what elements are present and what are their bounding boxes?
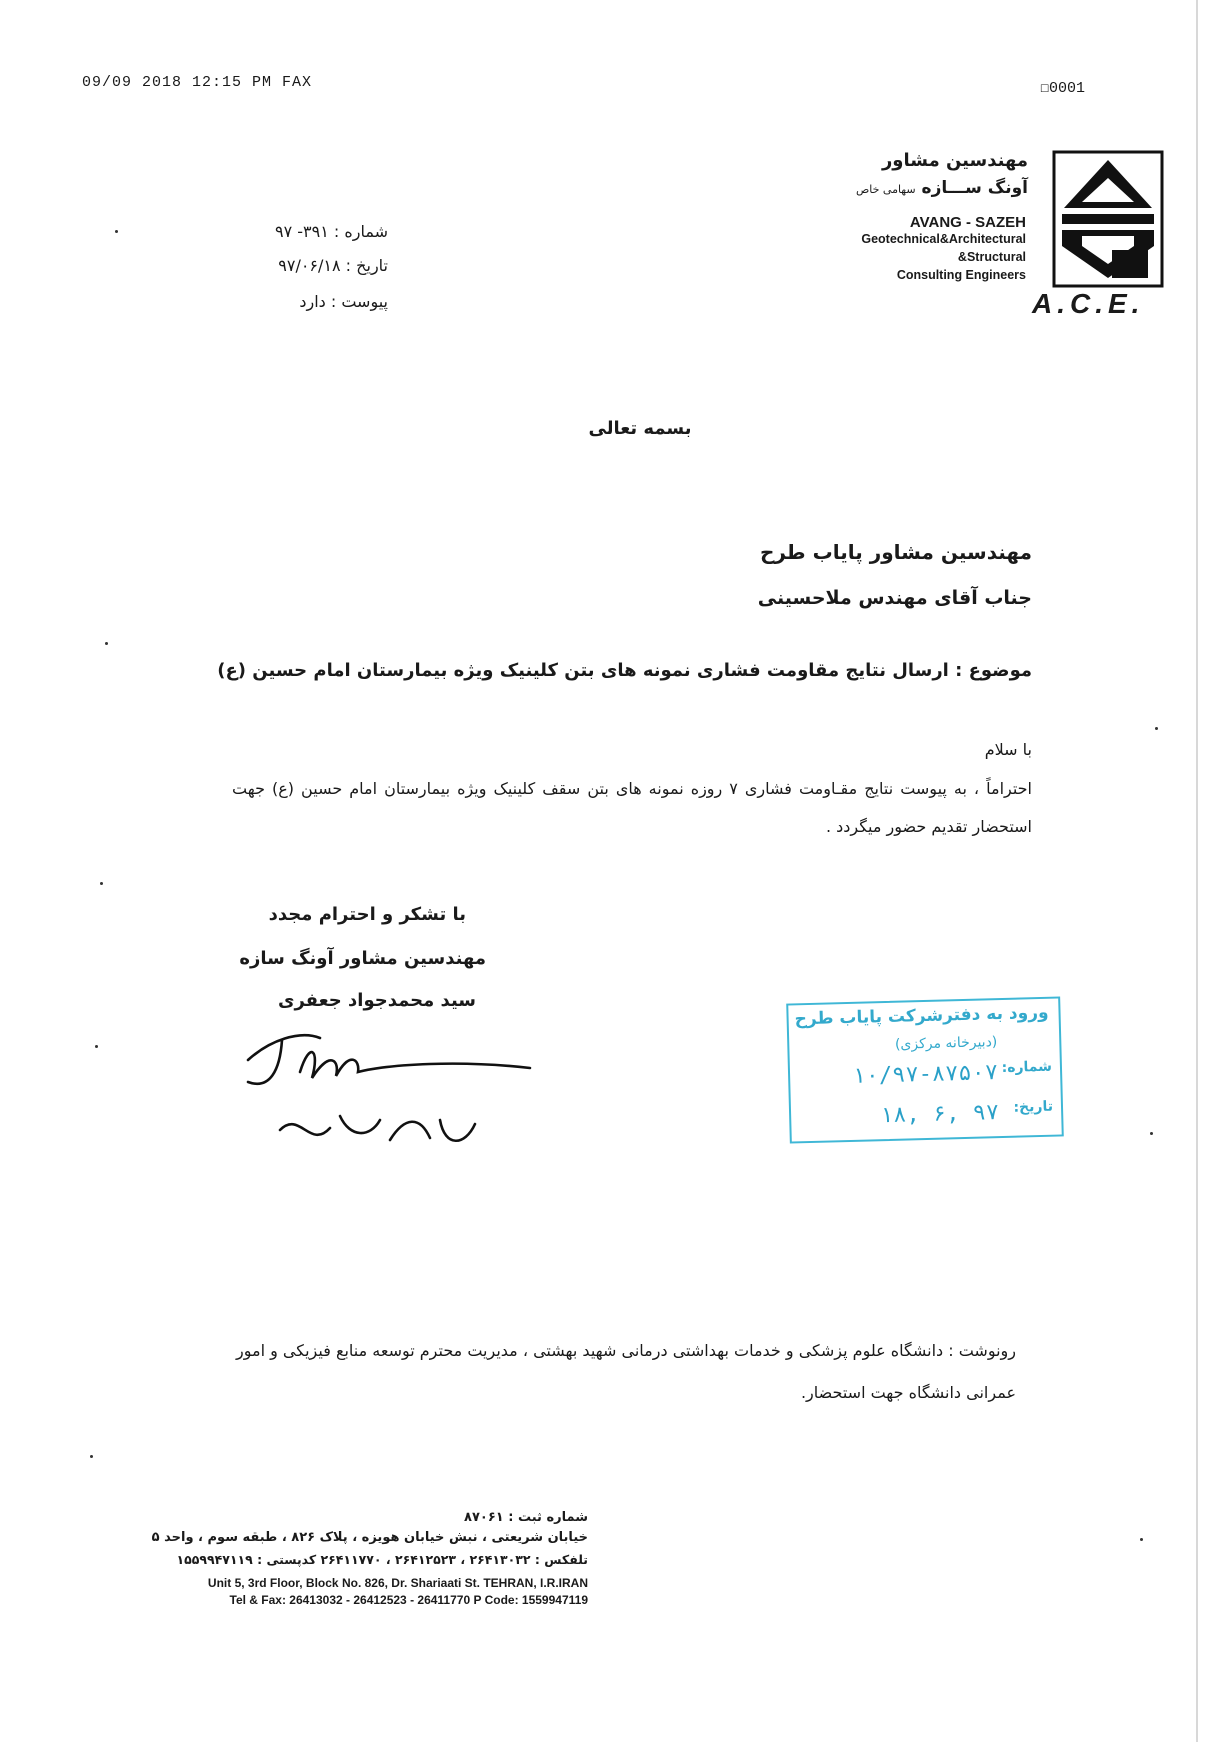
footer-registration: شماره ثبت : ۸۷۰۶۱: [464, 1510, 588, 1525]
fax-page-number-value: 0001: [1049, 80, 1086, 97]
fax-page-number: [1040, 78, 1085, 97]
letter-attachment: پیوست : دارد: [299, 292, 388, 311]
firm-specialty-en-line2: &Structural: [957, 250, 1026, 264]
firm-name-fa: آونگ ســـازه: [921, 178, 1028, 198]
letter-date: تاریخ : ۹۷/۰۶/۱۸: [278, 256, 388, 275]
scan-speck: [95, 1045, 98, 1048]
recipient-company: مهندسین مشاور پایاب طرح: [759, 540, 1032, 564]
footer-address-fa: خیابان شریعتی ، نبش خیابان هویزه ، پلاک ۸۲۶ ، طبقه سوم ، واحد ۵: [151, 1530, 588, 1545]
stamp-date-label: تاریخ:: [1013, 1098, 1054, 1116]
footer-address-en: Unit 5, 3rd Floor, Block No. 826, Dr. Shariaati St. TEHRAN, I.R.IRAN: [207, 1576, 588, 1590]
firm-name-en: AVANG - SAZEH: [909, 214, 1026, 231]
fax-page-icon: ☐: [1040, 80, 1050, 97]
scan-speck: [115, 230, 118, 233]
greeting: با سلام: [984, 740, 1032, 759]
letter-number: شماره : ۳۹۱- ۹۷: [274, 222, 388, 241]
closing-signatory: سید محمدجواد جعفری: [277, 990, 476, 1011]
letter-body: احتراماً ، به پیوست نتایج مقـاومت فشاری ۷ روزه نمونه های بتن سقف کلینیک ویژه بیمارستان امام حسین (ع) جهت استحضار تقدیم حضور میگردد .: [232, 779, 1032, 836]
recipient-person: جناب آقای مهندس ملاحسینی: [757, 587, 1032, 609]
footer-phones-fa: تلفکس : ۲۶۴۱۳۰۳۲ ، ۲۶۴۱۲۵۲۳ ، ۲۶۴۱۱۷۷۰ کدپستی : ۱۵۵۹۹۴۷۱۱۹: [176, 1552, 588, 1567]
scan-speck: [1150, 1132, 1153, 1135]
company-logo-icon: [1052, 150, 1164, 290]
stamp-title: ورود به دفترشرکت پایاب طرح: [794, 1002, 1049, 1030]
stamp-number-label: شماره:: [1001, 1058, 1053, 1076]
closing-regards: با تشکر و احترام مجدد: [268, 904, 466, 925]
firm-type-fa: سهامی خاص: [855, 183, 916, 196]
firm-abbreviation: A.C.E.: [1032, 288, 1145, 319]
firm-name-fa-line2: [856, 178, 1028, 198]
stamp-subtitle: (دبیرخانه مرکزی): [894, 1034, 998, 1053]
letter-heading: بسمه تعالی: [588, 418, 692, 439]
letter-subject: موضوع : ارسال نتایج مقاومت فشاری نمونه های بتن کلینیک ویژه بیمارستان امام حسین (ع): [217, 660, 1032, 681]
stamp-number-value: ۱۰/۹۷-۸۷۵۰۷: [852, 1060, 999, 1089]
carbon-copy: رونوشت : دانشگاه علوم پزشکی و خدمات بهداشتی درمانی شهید بهشتی ، مدیریت محترم توسعه منابع فیزیکی و امور عمرانی دانشگاه جهت استحضار.: [236, 1341, 1016, 1402]
scan-speck: [1155, 727, 1158, 730]
closing-company: مهندسین مشاور آونگ سازه: [239, 948, 486, 969]
scan-speck: [100, 882, 103, 885]
scan-speck: [105, 642, 108, 645]
fax-timestamp: 09/09 2018 12:15 PM FAX: [82, 74, 313, 91]
stamp-date-value: ۹۷ ,۶ ,۱۸: [879, 1100, 1000, 1129]
page-edge-shadow: [1196, 0, 1198, 1742]
received-stamp: [786, 996, 1064, 1143]
firm-name-fa-line1: مهندسین مشاور: [881, 150, 1028, 171]
scan-speck: [90, 1455, 93, 1458]
firm-specialty-en-line1: Geotechnical&Architectural: [861, 232, 1026, 246]
handwritten-signature: [240, 1020, 540, 1170]
firm-specialty-en-line3: Consulting Engineers: [896, 268, 1026, 282]
footer-phones-en: Tel & Fax: 26413032 - 26412523 - 26411770 P Code: 1559947119: [229, 1593, 588, 1607]
scan-speck: [1140, 1538, 1143, 1541]
